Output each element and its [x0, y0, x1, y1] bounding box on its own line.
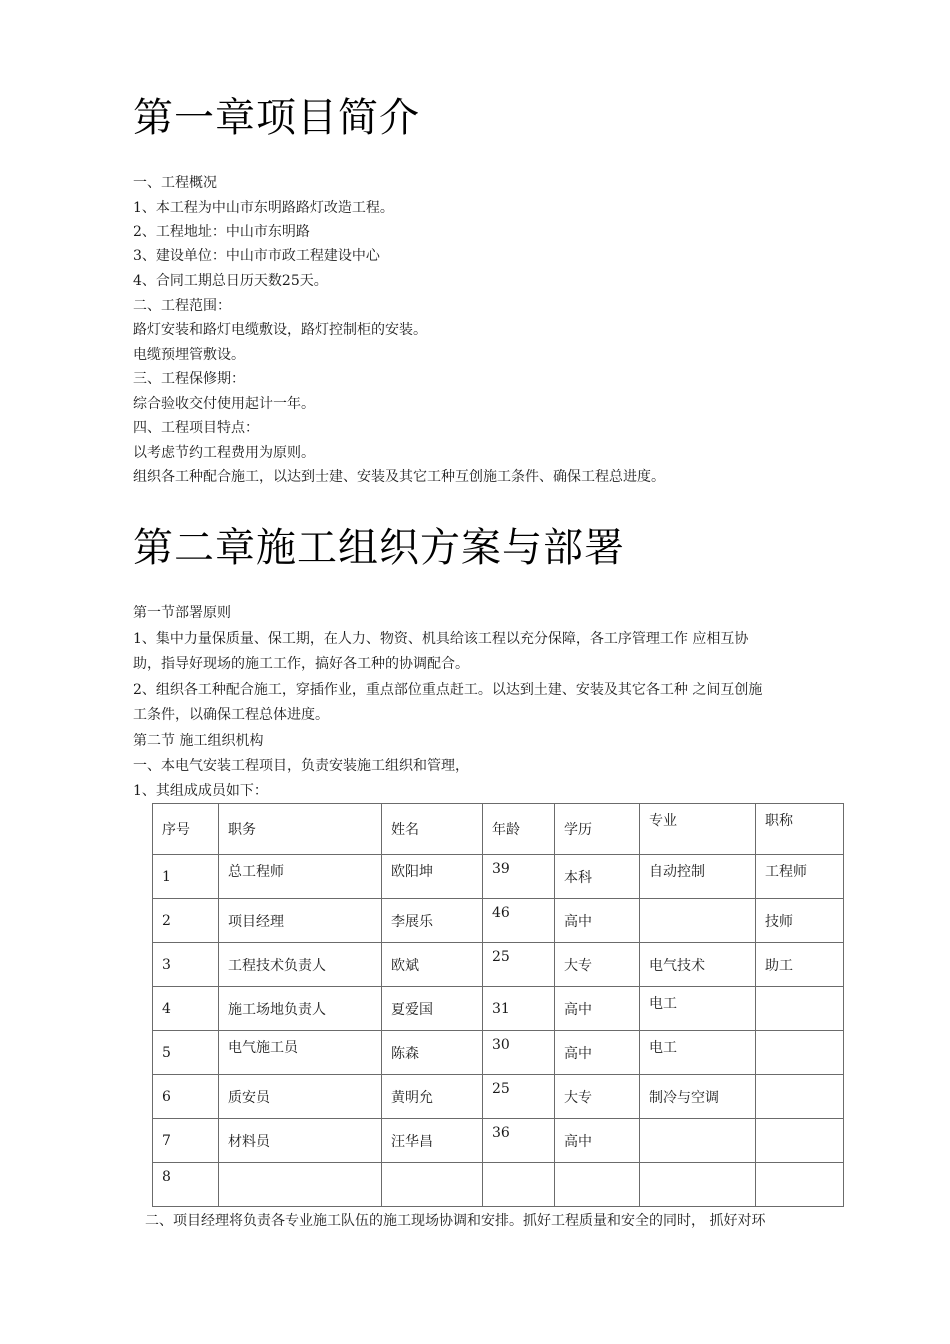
staff-table	[152, 803, 844, 1207]
chapter1-line-3: 3、建设单位：中山市市政工程建设中心	[133, 248, 380, 264]
chapter2-line-1: 1、集中力量保质量、保工期，在人力、物资、机具给该工程以充分保障，各工序管理工作 应相互协	[133, 631, 749, 647]
table-cell: 工程师	[756, 855, 844, 899]
chapter1-line-11: 以考虑节约工程费用为原则。	[133, 445, 315, 461]
table-row	[153, 1163, 844, 1207]
table-cell: 大专	[555, 1075, 640, 1119]
table-row	[153, 943, 844, 987]
table-cell: 25	[483, 943, 555, 987]
header-cell-no: 序号	[153, 804, 219, 855]
table-cell: 高中	[555, 987, 640, 1031]
table-cell: 6	[153, 1075, 219, 1119]
table-cell	[483, 1163, 555, 1207]
table-cell: 助工	[756, 943, 844, 987]
chapter1-line-6: 路灯安装和路灯电缆敷设，路灯控制柜的安装。	[133, 322, 427, 338]
header-cell-major: 专业	[640, 804, 756, 855]
header-cell-age: 年龄	[483, 804, 555, 855]
table-cell: 电工	[640, 987, 756, 1031]
table-cell: 36	[483, 1119, 555, 1163]
chapter2-line-0: 第一节部署原则	[133, 605, 231, 621]
table-cell: 4	[153, 987, 219, 1031]
chapter1-line-2: 2、工程地址：中山市东明路	[133, 224, 310, 240]
chapter2-line-3: 2、组织各工种配合施工，穿插作业，重点部位重点赶工。以达到土建、安装及其它各工种 之间互创施	[133, 682, 763, 698]
table-cell: 46	[483, 899, 555, 943]
table-cell: 自动控制	[640, 855, 756, 899]
table-cell: 电气施工员	[219, 1031, 382, 1075]
table-cell: 质安员	[219, 1075, 382, 1119]
table-header-row	[153, 804, 844, 855]
table-cell	[756, 987, 844, 1031]
table-cell: 5	[153, 1031, 219, 1075]
chapter2-line-7: 1、其组成成员如下：	[133, 783, 268, 799]
table-cell: 本科	[555, 855, 640, 899]
table-cell: 汪华昌	[382, 1119, 483, 1163]
table-cell: 材料员	[219, 1119, 382, 1163]
table-cell: 2	[153, 899, 219, 943]
chapter2-line-6: 一、本电气安装工程项目，负责安装施工组织和管理，	[133, 758, 469, 774]
table-row	[153, 1031, 844, 1075]
table-cell: 高中	[555, 1119, 640, 1163]
table-cell	[640, 1163, 756, 1207]
table-cell: 3	[153, 943, 219, 987]
table-row	[153, 1075, 844, 1119]
table-cell	[640, 1119, 756, 1163]
table-cell: 欧斌	[382, 943, 483, 987]
chapter2-title: 第二章施工组织方案与部署	[133, 525, 625, 571]
table-cell: 31	[483, 987, 555, 1031]
table-cell: 总工程师	[219, 855, 382, 899]
table-cell	[756, 1031, 844, 1075]
table-cell: 电气技术	[640, 943, 756, 987]
table-cell: 30	[483, 1031, 555, 1075]
table-cell: 大专	[555, 943, 640, 987]
table-cell	[219, 1163, 382, 1207]
table-cell	[640, 899, 756, 943]
table-cell: 电工	[640, 1031, 756, 1075]
table-cell: 1	[153, 855, 219, 899]
chapter1-line-8: 三、工程保修期：	[133, 371, 245, 387]
chapter1-line-10: 四、工程项目特点：	[133, 420, 259, 436]
chapter1-line-5: 二、工程范围：	[133, 298, 231, 314]
table-cell	[756, 1163, 844, 1207]
table-cell: 夏爱国	[382, 987, 483, 1031]
header-cell-position: 职务	[219, 804, 382, 855]
table-row	[153, 899, 844, 943]
chapter2-line-2: 助，指导好现场的施工工作，搞好各工种的协调配合。	[133, 656, 469, 672]
table-cell: 7	[153, 1119, 219, 1163]
table-row	[153, 987, 844, 1031]
table-cell: 施工场地负责人	[219, 987, 382, 1031]
chapter1-line-0: 一、工程概况	[133, 175, 217, 191]
chapter1-line-9: 综合验收交付使用起计一年。	[133, 396, 315, 412]
table-cell: 李展乐	[382, 899, 483, 943]
chapter1-line-1: 1、本工程为中山市东明路路灯改造工程。	[133, 200, 394, 216]
chapter2-footer-line: 二、项目经理将负责各专业施工队伍的施工现场协调和安排。抓好工程质量和安全的同时， 抓好对环	[145, 1213, 766, 1229]
table-cell: 制冷与空调	[640, 1075, 756, 1119]
table-cell: 黄明允	[382, 1075, 483, 1119]
chapter1-title: 第一章项目简介	[133, 95, 420, 141]
table-cell: 39	[483, 855, 555, 899]
table-row	[153, 855, 844, 899]
chapter1-line-4: 4、合同工期总日历天数25天。	[133, 273, 328, 289]
header-cell-name: 姓名	[382, 804, 483, 855]
table-cell: 工程技术负责人	[219, 943, 382, 987]
chapter1-line-12: 组织各工种配合施工，以达到士建、安装及其它工种互创施工条件、确保工程总进度。	[133, 469, 665, 485]
table-cell: 8	[153, 1163, 219, 1207]
chapter2-line-5: 第二节 施工组织机构	[133, 733, 264, 749]
table-cell	[756, 1075, 844, 1119]
table-cell	[555, 1163, 640, 1207]
chapter2-line-4: 工条件，以确保工程总体进度。	[133, 707, 329, 723]
header-cell-education: 学历	[555, 804, 640, 855]
table-cell: 25	[483, 1075, 555, 1119]
table-cell	[756, 1119, 844, 1163]
table-cell	[382, 1163, 483, 1207]
table-cell: 陈森	[382, 1031, 483, 1075]
header-cell-title: 职称	[756, 804, 844, 855]
chapter1-line-7: 电缆预埋管敷设。	[133, 347, 245, 363]
table-row	[153, 1119, 844, 1163]
table-cell: 高中	[555, 899, 640, 943]
table-cell: 欧阳坤	[382, 855, 483, 899]
table-cell: 项目经理	[219, 899, 382, 943]
table-cell: 高中	[555, 1031, 640, 1075]
table-cell: 技师	[756, 899, 844, 943]
